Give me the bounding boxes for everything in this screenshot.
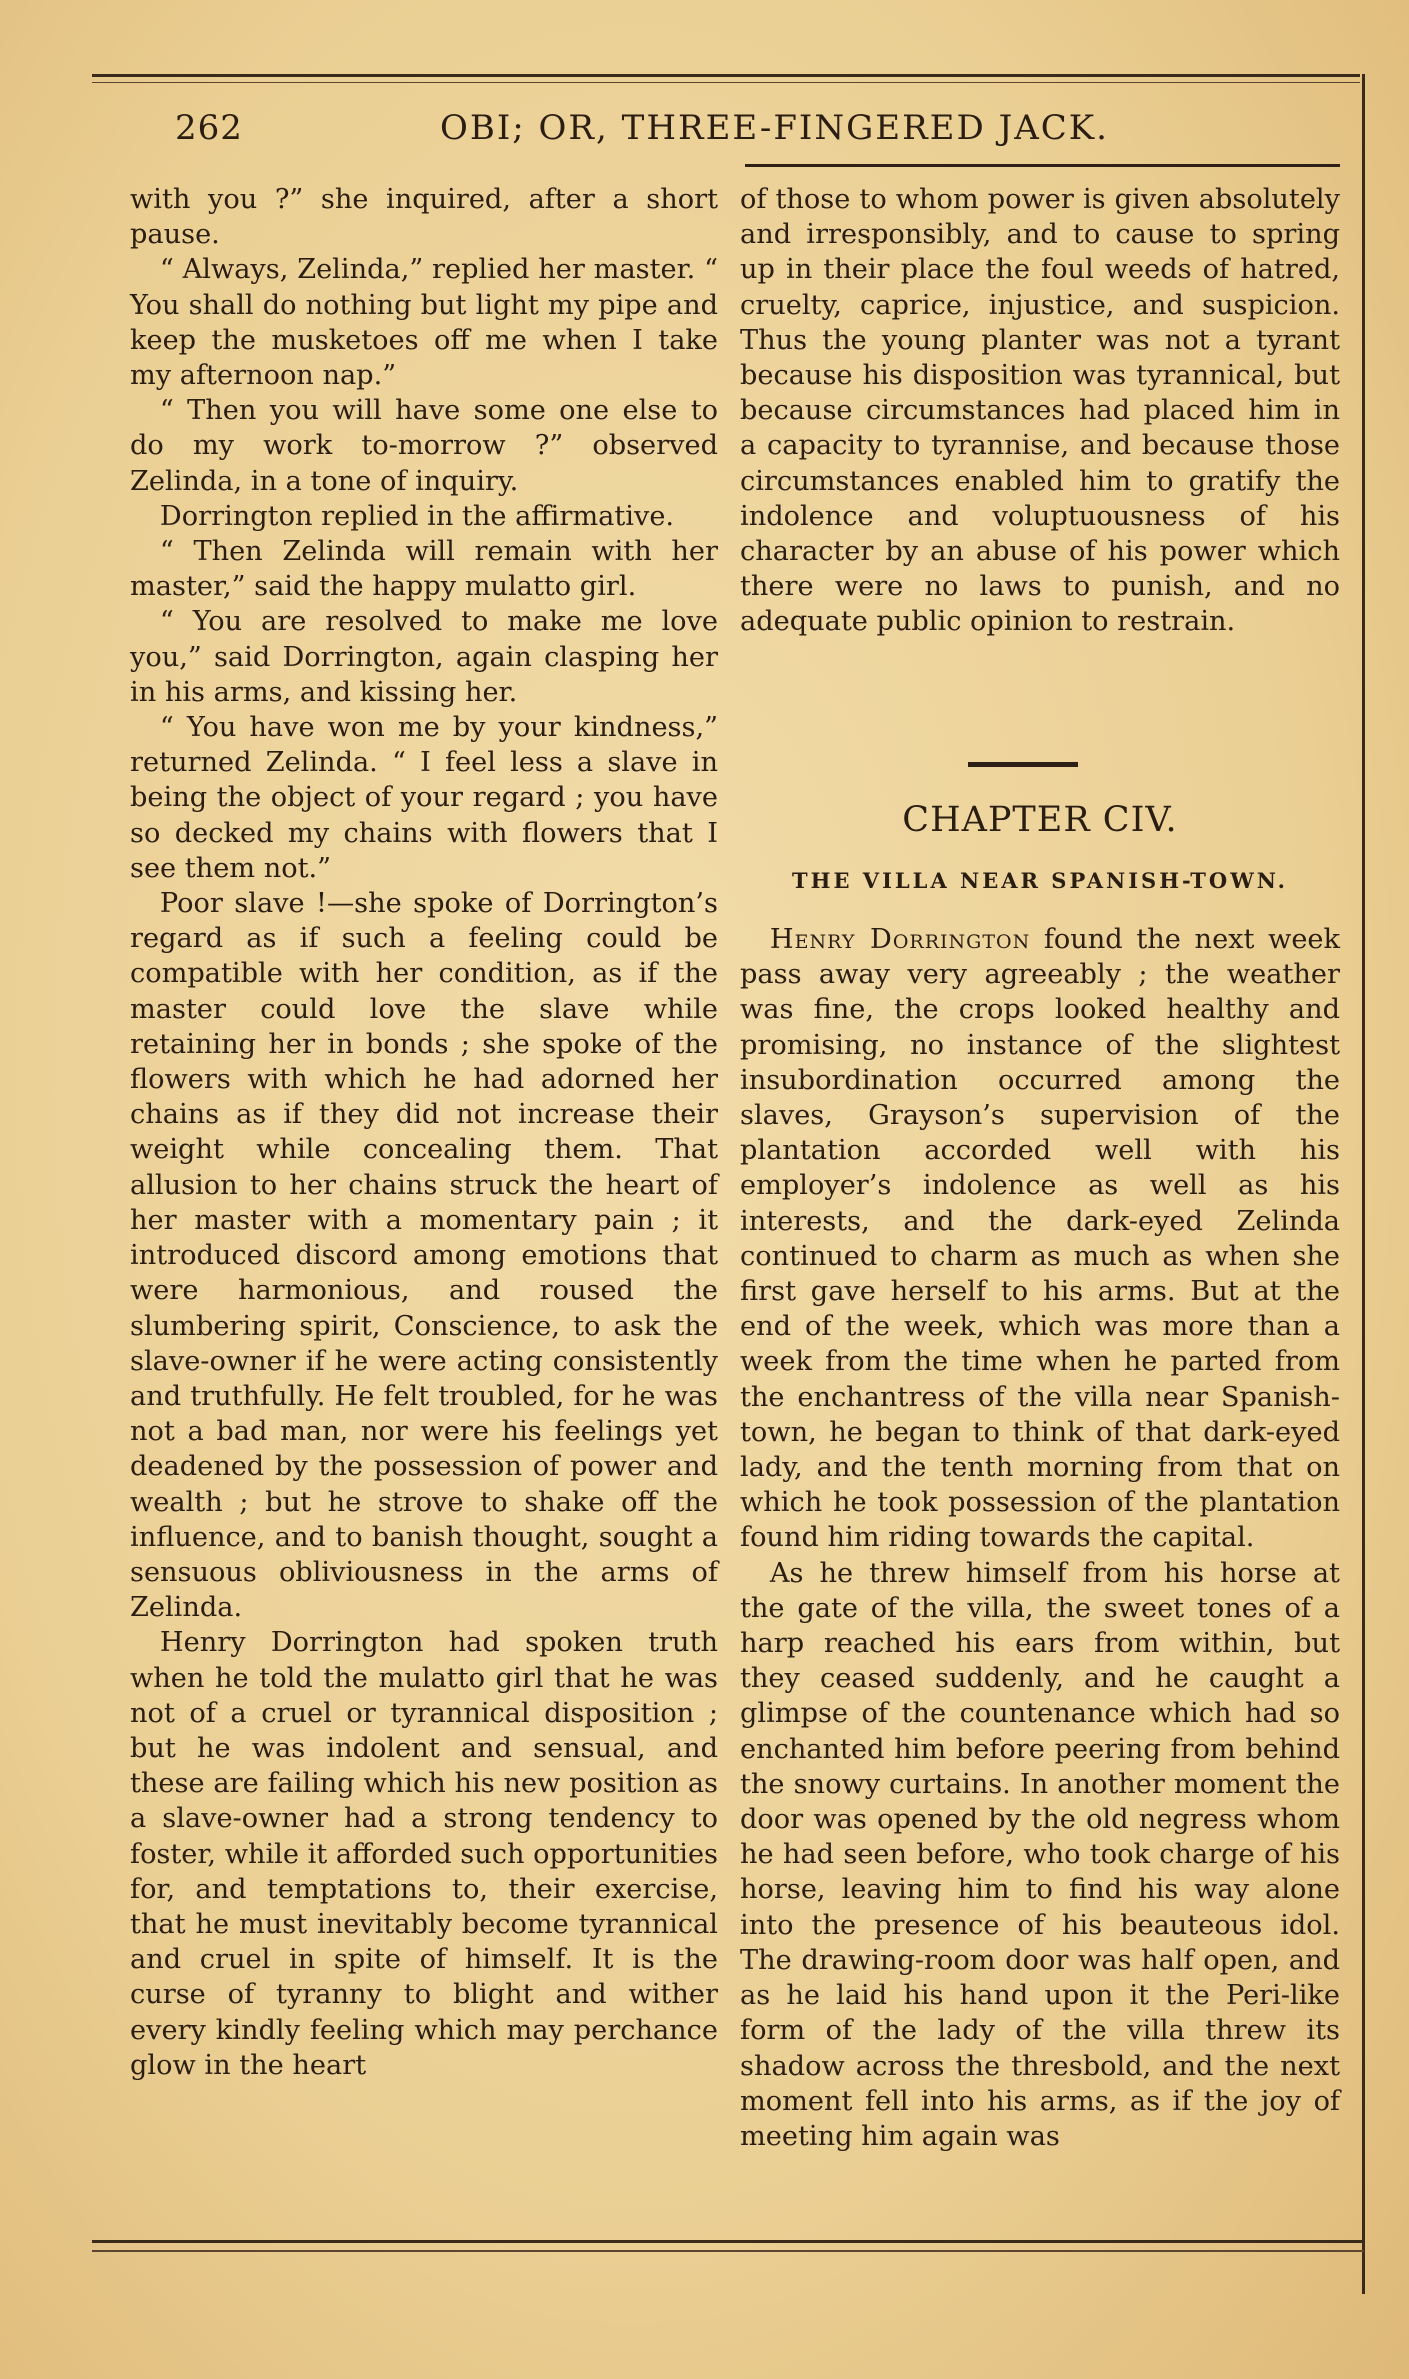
chapter-subtitle: THE VILLA NEAR SPANISH-TOWN. [792,868,1288,893]
chapter-opening-words: Henry Dorrington [769,924,1031,955]
right-column-chapter-text [740,922,1340,2154]
paragraph: Poor slave !—she spoke of Dorrington’s regard as if such a feeling could be compatible with her condition, as if the master could love the slave while retaining her in bonds ; she spoke of the flowers with which he had adorned her chains as if they did not increase their weight while concealing them. That allusion to her chains struck the heart of her master with a momentary pain ; it introduced discord among emotions that were harmonious, and roused the slumbering spirit, Conscience, to ask the slave-owner if he were acting consistently and truthfully. He felt troubled, for he was not a bad man, nor were his feelings yet deadened by the possession of power and wealth ; but he strove to shake off the influence, and to banish thought, sought a sensuous obliviousness in the arms of Zelinda. [130,888,718,1624]
page-number: 262 [175,108,243,148]
paragraph: “ Always, Zelinda,” replied her master. “ You shall do nothing but light my pipe and keep the musketoes off me when I take my afternoon nap.” [130,254,718,392]
paragraph: “ Then you will have some one else to do my work to-morrow ?” observed Zelinda, in a tone of inquiry. [130,395,718,497]
paragraph [740,922,1340,1556]
paragraph: Dorrington replied in the affirmative. [159,500,675,532]
paragraph: Henry Dorrington had spoken truth when he told the mulatto girl that he was not of a cruel or tyrannical disposition ; but he was indolent and sensual, and these are failing which his new position as a slave-owner had a strong tendency to foster, while it afforded such opportunities for, and temptations to, their exercise, that he must inevitably become tyrannical and cruel in spite of himself. It is the curse of tyranny to blight and wither every kindly feeling which may perchance glow in the heart [130,1627,718,2081]
top-border-rule [92,74,1360,77]
bottom-border-rule [92,2240,1364,2243]
left-column [130,182,718,2083]
right-border-rule [1362,74,1365,2294]
bottom-border-rule-thin [92,2250,1364,2252]
right-column-top [740,182,1340,640]
page-header [175,108,1345,158]
paragraph: “ You are resolved to make me love you,” said Dorrington, again clasping her in his arms, and kissing her. [130,606,718,708]
paragraph: with you ?” she inquired, after a short pause. [130,184,718,251]
top-border-rule-thin [92,82,1360,83]
paragraph: As he threw himself from his horse at the gate of the villa, the sweet tones of a harp reached his ears from within, but they ceased suddenly, and he caught a glimpse of the countenance which had so enchanted him before peering from behind the snowy curtains. In another moment the door was opened by the old negress whom he had seen before, who took charge of his horse, leaving him to find his way alone into the presence of his beauteous idol. The drawing-room door was half open, and as he laid his hand upon it the Peri-like form of the lady of the villa threw its shadow across the thresbold, and the next moment fell into his arms, as if the joy of meeting him again was [740,1557,1340,2152]
header-rule [745,164,1340,167]
chapter-title: CHAPTER CIV. [902,800,1178,840]
paragraph: “ You have won me by your kindness,” returned Zelinda. “ I feel less a slave in being the object of your regard ; you have so decked my chains with flowers that I see them not.” [130,712,718,884]
paragraph-text: found the next week pass away very agreeably ; the weather was fine, the crops looked healthy and promising, no instance of the slightest insubordination occurred among the slaves, Grayson’s supervision of the plantation accorded well with his employer’s indolence as well as his interests, and the dark-eyed Zelinda continued to charm as much as when she first gave herself to his arms. But at the end of the week, which was more than a week from the time when he parted from the enchantress of the villa near Spanish-town, he began to think of that dark-eyed lady, and the tenth morning from that on which he took possession of the plantation found him riding towards the capital. [740,924,1340,1554]
chapter-divider-rule [968,762,1078,767]
paragraph: “ Then Zelinda will remain with her master,” said the happy mulatto girl. [130,536,718,603]
paragraph: of those to whom power is given absolutely and irresponsibly, and to cause to spring up in their place the foul weeds of hatred, cruelty, caprice, injustice, and suspicion. Thus the young planter was not a tyrant because his disposition was tyrannical, but because circumstances had placed him in a capacity to tyrannise, and because those circumstances enabled him to gratify the indolence and voluptuousness of his character by an abuse of his power which there were no laws to punish, and no adequate public opinion to restrain. [740,184,1340,638]
running-title: OBI; OR, THREE-FINGERED JACK. [440,108,1109,148]
